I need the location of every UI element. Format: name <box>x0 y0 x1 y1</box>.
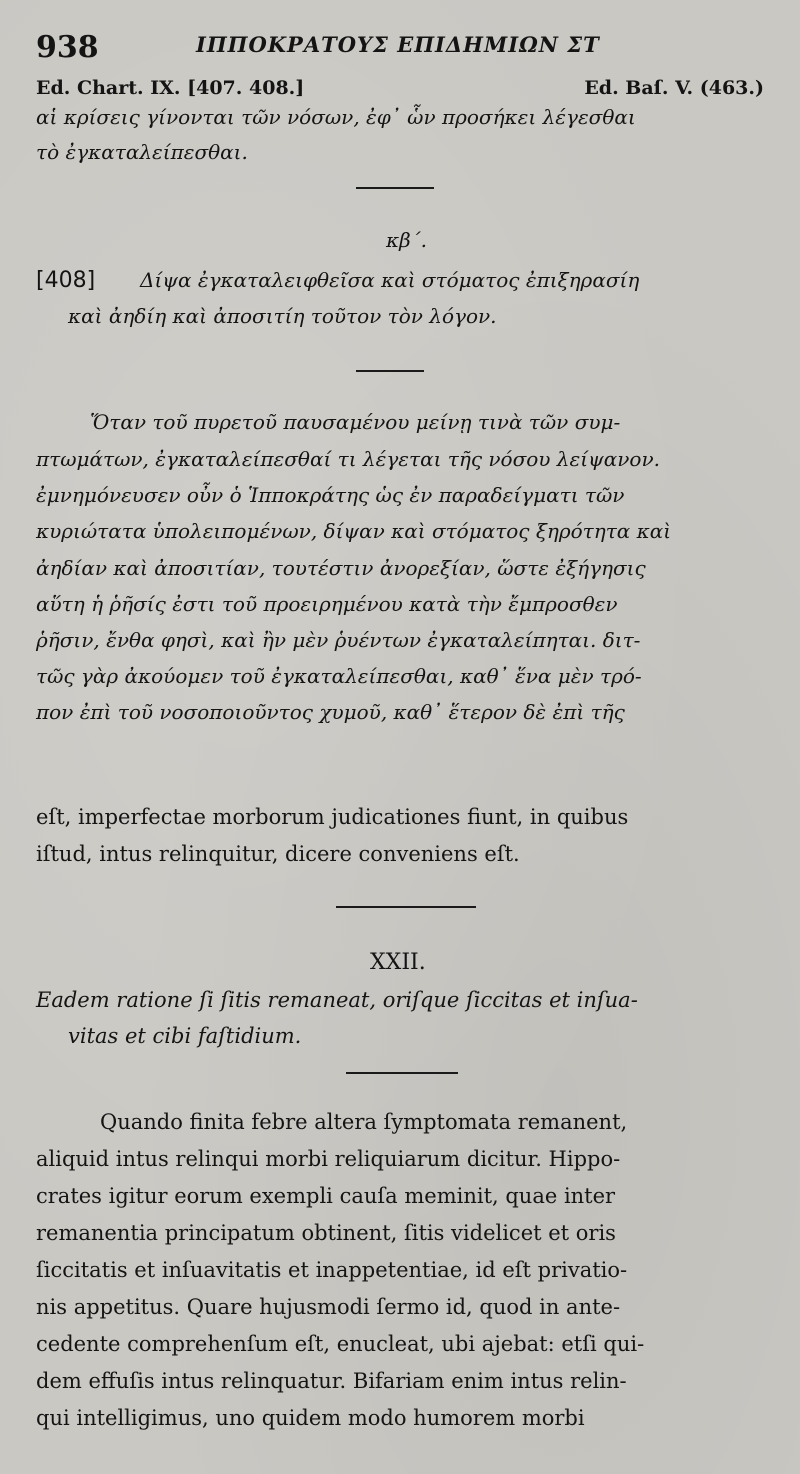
greek-commentary-line: αὕτη ἡ ῥῆσίς ἐστι τοῦ προειρημένου κατὰ τὴν ἔμπροσθεν <box>36 592 618 616</box>
greek-aphorism-line: καὶ ἀηδίη καὶ ἀποσιτίη τοῦτον τὸν λόγον. <box>68 304 497 328</box>
latin-section-number: XXII. <box>370 950 426 975</box>
section-divider <box>336 906 476 908</box>
greek-section-number: κβ΄. <box>386 228 428 252</box>
latin-commentary-line: aliquid intus relinqui morbi reliquiarum dicitur. Hippo- <box>36 1147 621 1171</box>
latin-commentary-line: nis appetitus. Quare hujusmodi ſermo id, quod in ante- <box>36 1295 621 1319</box>
greek-commentary-line: ἐμνημόνευσεν οὖν ὁ Ἱπποκράτης ὡς ἐν παραδείγματι τῶν <box>36 483 625 507</box>
page-marker: [408] <box>36 268 96 293</box>
latin-commentary-line: cedente comprehenſum eſt, enucleat, ubi ajebat: etſi qui- <box>36 1332 645 1356</box>
latin-prev-line: eſt, imperfectae morborum judicationes fiunt, in quibus <box>36 805 629 829</box>
running-title: ΙΠΠΟΚΡΑΤΟΥΣ ΕΠΙΔΗΜΙΩΝ ΣΤ <box>196 32 600 57</box>
latin-aphorism-line: Eadem ratione ſi ſitis remaneat, oriſque ſiccitas et inſua- <box>36 988 638 1012</box>
latin-commentary-line: dem effuſis intus relinquatur. Bifariam enim intus relin- <box>36 1369 627 1393</box>
edition-chart-ref: Ed. Chart. IX. [407. 408.] <box>36 77 305 99</box>
greek-commentary-line: τῶς γὰρ ἀκούομεν τοῦ ἐγκαταλείπεσθαι, καθ᾽ ἕνα μὲν τρό- <box>36 664 642 688</box>
greek-commentary-line: ἀηδίαν καὶ ἀποσιτίαν, τουτέστιν ἀνορεξίαν, ὥστε ἐξήγησις <box>36 556 646 580</box>
latin-commentary-line: crates igitur eorum exempli cauſa meminit, quae inter <box>36 1184 616 1208</box>
edition-basel-ref: Ed. Baſ. V. (463.) <box>584 77 764 99</box>
greek-commentary-line: ῥῆσιν, ἔνθα φησὶ, καὶ ἢν μὲν ῥυέντων ἐγκαταλείπηται. διτ- <box>36 628 641 652</box>
latin-aphorism-line: vitas et cibi faſtidium. <box>68 1024 302 1048</box>
greek-prev-line: τὸ ἐγκαταλείπεσθαι. <box>36 140 248 164</box>
section-divider <box>356 370 424 372</box>
latin-commentary-line: remanentia principatum obtinent, ſitis videlicet et oris <box>36 1221 616 1245</box>
latin-commentary-line: ſiccitatis et inſuavitatis et inappetentiae, id eſt privatio- <box>36 1258 628 1282</box>
greek-prev-line: αἱ κρίσεις γίνονται τῶν νόσων, ἐφ᾽ ὧν προσήκει λέγεσθαι <box>36 105 636 129</box>
greek-commentary-line: πτωμάτων, ἐγκαταλείπεσθαί τι λέγεται τῆς νόσου λείψανον. <box>36 447 660 471</box>
section-divider <box>356 187 434 189</box>
latin-commentary-line: qui intelligimus, uno quidem modo humorem morbi <box>36 1406 585 1430</box>
latin-commentary-line: Quando finita febre altera ſymptomata remanent, <box>100 1110 628 1134</box>
greek-aphorism-line: Δίψα ἐγκαταλειφθεῖσα καὶ στόματος ἐπιξηρασίη <box>140 268 640 292</box>
page-number: 938 <box>36 30 99 65</box>
greek-commentary-line: πον ἐπὶ τοῦ νοσοποιοῦντος χυμοῦ, καθ᾽ ἕτερον δὲ ἐπὶ τῆς <box>36 700 625 724</box>
section-divider <box>346 1072 458 1074</box>
greek-commentary-line: κυριώτατα ὑπολειπομένων, δίψαν καὶ στόματος ξηρότητα καὶ <box>36 519 672 543</box>
latin-prev-line: iſtud, intus relinquitur, dicere conveniens eſt. <box>36 842 520 866</box>
greek-commentary-line: Ὅταν τοῦ πυρετοῦ παυσαμένου μείνῃ τινὰ τῶν συμ- <box>90 410 621 434</box>
